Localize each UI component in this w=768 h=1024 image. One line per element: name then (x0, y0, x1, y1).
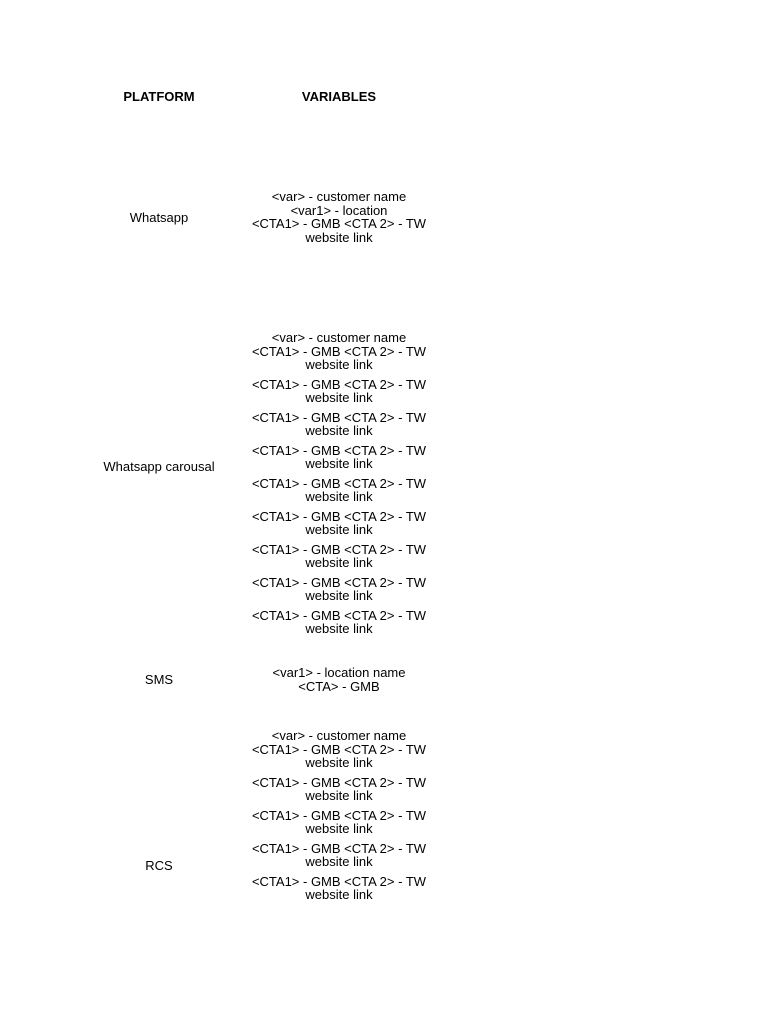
cta-entry (229, 875, 449, 902)
cta-line: website link (305, 821, 373, 836)
variables-whatsapp-carousal (229, 331, 449, 636)
cta-entry (229, 444, 449, 471)
cta-line: website link (305, 456, 373, 471)
cta-line: <CTA1> - GMB <CTA 2> - TW (251, 541, 427, 557)
variables-sms (229, 666, 449, 693)
cta-line: website link (305, 854, 373, 869)
cta-line: <CTA1> - GMB <CTA 2> - TW (251, 774, 427, 790)
cta-line: <CTA1> - GMB <CTA 2> - TW (251, 475, 427, 491)
cta-line: <CTA1> - GMB <CTA 2> - TW (251, 574, 427, 590)
variable-line: <var1> - location (290, 202, 388, 218)
cta-entry (229, 411, 449, 438)
cta-line: website link (305, 390, 373, 405)
platform-sms: SMS (144, 672, 174, 687)
cta-entry (229, 743, 449, 770)
cta-line: <CTA1> - GMB <CTA 2> - TW (251, 607, 427, 623)
platform-whatsapp: Whatsapp (129, 210, 189, 225)
cta-line: website link (305, 788, 373, 803)
cta-line: website link (305, 522, 373, 537)
cta-entry (229, 543, 449, 570)
header-platform: PLATFORM (123, 89, 195, 104)
variables-rcs (229, 729, 449, 902)
variable-line: <CTA1> - GMB <CTA 2> - TW (251, 216, 427, 231)
variables-whatsapp (229, 190, 449, 244)
cta-entry (229, 510, 449, 537)
cta-line: <CTA1> - GMB <CTA 2> - TW (251, 508, 427, 524)
platform-whatsapp-carousal: Whatsapp carousal (103, 459, 215, 474)
variable-line: <var> - customer name (271, 189, 407, 204)
cta-line: website link (305, 489, 373, 504)
cta-line: <CTA1> - GMB <CTA 2> - TW (251, 409, 427, 425)
cta-line: <CTA1> - GMB <CTA 2> - TW (251, 376, 427, 392)
cta-entry (229, 842, 449, 869)
header-variables: VARIABLES (301, 89, 377, 104)
cta-line: website link (305, 423, 373, 438)
cta-entry (229, 609, 449, 636)
cta-list (229, 345, 449, 636)
variable-line: <var> - customer name (271, 728, 407, 743)
cta-line: website link (305, 588, 373, 603)
platform-rcs: RCS (145, 858, 173, 873)
cta-line: website link (305, 755, 373, 770)
cta-entry (229, 477, 449, 504)
cta-line: website link (305, 357, 373, 372)
cta-line: <CTA1> - GMB <CTA 2> - TW (251, 840, 427, 856)
cta-line: website link (305, 621, 373, 636)
variable-line: <var> - customer name (271, 330, 407, 345)
cta-list (229, 743, 449, 902)
variable-line: <var1> - location name (272, 665, 406, 680)
cta-entry (229, 345, 449, 372)
cta-line: <CTA1> - GMB <CTA 2> - TW (251, 741, 427, 757)
cta-line: <CTA1> - GMB <CTA 2> - TW (251, 343, 427, 359)
variable-line: <CTA> - GMB (298, 678, 380, 694)
cta-line: website link (305, 555, 373, 570)
cta-entry (229, 576, 449, 603)
cta-entry (229, 776, 449, 803)
cta-entry (229, 809, 449, 836)
cta-line: website link (305, 887, 373, 902)
cta-line: <CTA1> - GMB <CTA 2> - TW (251, 807, 427, 823)
cta-entry (229, 378, 449, 405)
cta-line: <CTA1> - GMB <CTA 2> - TW (251, 442, 427, 458)
variable-line: website link (305, 229, 373, 245)
cta-line: <CTA1> - GMB <CTA 2> - TW (251, 873, 427, 889)
